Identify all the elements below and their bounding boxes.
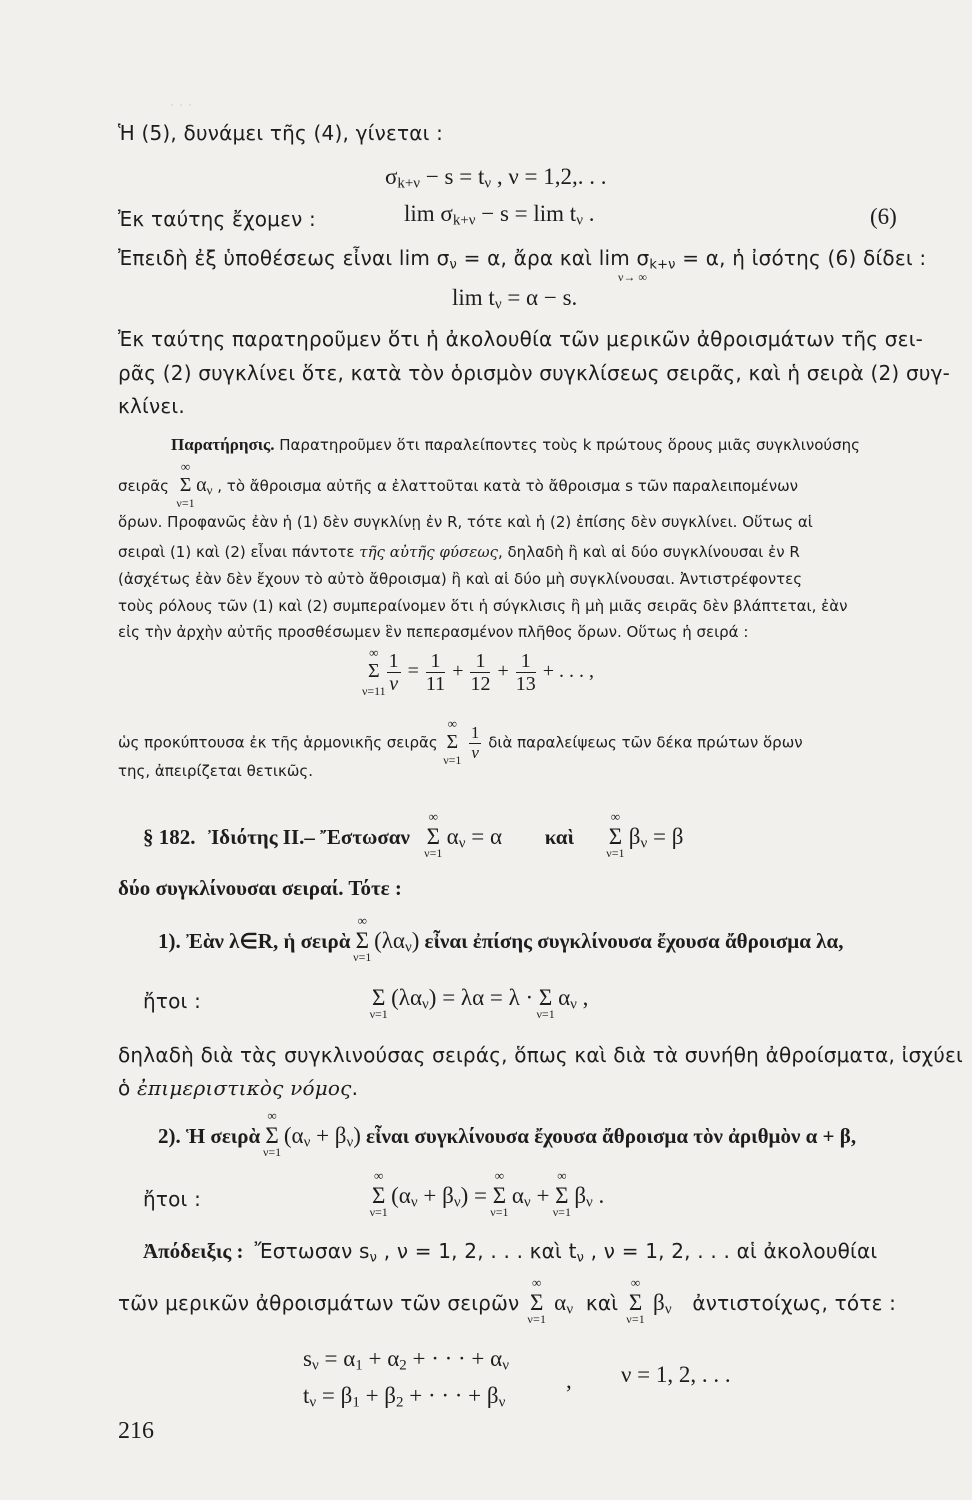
text-line: κλίνει. — [118, 394, 185, 418]
equation-distributive: Σ ν=1 $(\lambda\alpha_\nu) = \lambda\alpha = \lambda \cdot \Sigma$ ν=1 $\alpha_\nu$ , — [369, 985, 589, 1021]
remark-line: σειρᾶς Σ ∞ ν=1 $\alpha_\nu$ , τὸ ἄθροισμα αὐτῆς α ἐλαττοῦται κατὰ τὸ ἄθροισμα s τῶν παραλειπομένων — [118, 459, 799, 510]
remark-line: Παρατήρησις. Παρατηροῦμεν ὅτι παραλείποντες τοὺς k πρώτους ὅρους μιᾶς συγκλινούσης — [171, 435, 860, 454]
equation-6: $\lim \sigma_{k+\nu} - s = \lim t_\nu$ . — [404, 201, 595, 229]
remark-line: ὡς προκύπτουσα ἐκ τῆς ἁρμονικῆς σειρᾶς Σ ∞ ν=1 $\frac{1}{\nu}$ διὰ παραλείψεως τῶν δέκα πρώτων ὅρων — [118, 715, 803, 767]
text-line: Ἐκ ταύτης ἔχομεν : — [118, 207, 316, 231]
partial-sum-s: $s_\nu = \alpha_1 + \alpha_2$ + · · · + $\alpha_\nu$ — [303, 1346, 509, 1374]
remark-line: εἰς τὴν ἀρχὴν αὐτῆς προσθέσωμεν ἓν πεπερασμένον πλῆθος ὅρων. Οὕτως ἡ σειρά : — [118, 623, 749, 641]
remark-line: τοὺς ρόλους τῶν (1) καὶ (2) συμπεραίνομεν ὅτι ἡ σύγκλισις ἢ μὴ μιᾶς σειρᾶς δὲν βλάπτεται, ἐὰν — [118, 597, 848, 615]
property-2: 2). Ἡ σειρὰ Σ ∞ ν=1 $(\alpha_\nu + \beta_\nu)$ εἶναι συγκλίνουσα ἔχουσα ἄθροισμα τὸν ἀριθμὸν α + β, — [158, 1108, 857, 1159]
remark-line: (ἀσχέτως ἐὰν δὲν ἔχουν τὸ αὐτὸ ἄθροισμα) ἢ καὶ αἱ δύο μὴ συγκλίνουσαι. Ἀντιστρέφοντες — [118, 570, 803, 588]
partial-sum-t: $t_\nu = \beta_1 + \beta_2$ + · · · + $\beta_\nu$ — [303, 1383, 506, 1411]
equation-number: (6) — [870, 204, 897, 229]
equation-7: $\sigma_{k+\nu} - s = t_\nu$ , ν = 1,2,. . . — [385, 164, 607, 192]
text-line: Ἐπειδὴ ἐξ ὑποθέσεως εἶναι $\lim \sigma_\nu = \alpha$, ἄρα καὶ $\lim \sigma_{k+\nu} = \alpha$, ἡ ἰσότης (6) δίδει : — [118, 246, 927, 273]
equation-sum: Σ ∞ ν=1 $(\alpha_\nu + \beta_\nu) = \Sigma$ ∞ ν=1 $\alpha_\nu + \Sigma$ ∞ ν=1 $\beta_\nu$ . — [369, 1168, 605, 1219]
property-1: 1). Ἐὰν λ∈R, ἡ σειρὰ Σ ∞ ν=1 $(\lambda\alpha_\nu)$ εἶναι ἐπίσης συγκλίνουσα ἔχουσα ἄθροισμα λα, — [158, 913, 844, 964]
remark-title: Παρατήρησις. — [171, 435, 275, 454]
section-line: δύο συγκλίνουσαι σειραί. Τότε : — [118, 876, 402, 900]
text-line: Ἡ (5), δυνάμει τῆς (4), γίνεται : — [118, 121, 444, 145]
section-heading: § 182. Ἰδιότης II.– Ἔστωσαν Σ ∞ ν=1 $\alpha_\nu = \alpha$ καὶ Σ ∞ ν=1 $\beta_\nu = \beta$ — [143, 809, 684, 860]
limit-subscript: ν→ ∞ — [618, 270, 647, 284]
bleed-through-text: · · · — [170, 98, 193, 114]
text-line: ἤτοι : — [143, 1187, 202, 1211]
text-line: δηλαδὴ διὰ τὰς συγκλινούσας σειράς, ὅπως καὶ διὰ τὰ συνήθη ἀθροίσματα, ἰσχύει — [118, 1043, 963, 1067]
index-range: ν = 1, 2, . . . — [621, 1362, 731, 1387]
text-line: ὁ ἐπιμεριστικὸς νόμος. — [118, 1076, 359, 1100]
remark-line: της, ἀπειρίζεται θετικῶς. — [118, 762, 313, 780]
equation-result: $\lim t_\nu = \alpha - s$. — [452, 285, 578, 313]
series-equation: Σ ∞ ν=11 $\frac{1}{\nu}$ = $\frac{1}{11}$ + $\frac{1}{12}$ + $\frac{1}{13}$ + . . . , — [361, 645, 595, 699]
remark-line: ὅρων. Προφανῶς ἐὰν ἡ (1) δὲν συγκλίνῃ ἐν R, τότε καὶ ἡ (2) ἐπίσης δὲν συγκλίνει. Οὕτως αἱ — [118, 513, 813, 531]
text-line: ἤτοι : — [143, 989, 202, 1013]
text-line: Ἐκ ταύτης παρατηροῦμεν ὅτι ἡ ἀκολουθία τῶν μερικῶν ἀθροισμάτων τῆς σει- — [118, 327, 924, 351]
remark-line: σειραὶ (1) καὶ (2) εἶναι πάντοτε τῆς αὐτῆς φύσεως, δηλαδὴ ἢ καὶ αἱ δύο συγκλίνουσαι ἐν R — [118, 543, 800, 561]
comma: , — [566, 1368, 572, 1393]
text-line: ρᾶς (2) συγκλίνει ὅτε, κατὰ τὸν ὁρισμὸν συγκλίσεως σειρᾶς, καὶ ἡ σειρὰ (2) συγ- — [118, 361, 951, 385]
page-number: 216 — [118, 1418, 154, 1444]
proof-line: Ἀπόδειξις : Ἔστωσαν $s_\nu$ , ν = 1, 2, . . . καὶ $t_\nu$ , ν = 1, 2, . . . αἱ ἀκολουθίαι — [143, 1239, 878, 1266]
proof-line: τῶν μερικῶν ἀθροισμάτων τῶν σειρῶν Σ ∞ ν=1 $\alpha_\nu$ καὶ Σ ∞ ν=1 $\beta_\nu$ ἀντιστοίχως, τότε : — [118, 1275, 897, 1326]
